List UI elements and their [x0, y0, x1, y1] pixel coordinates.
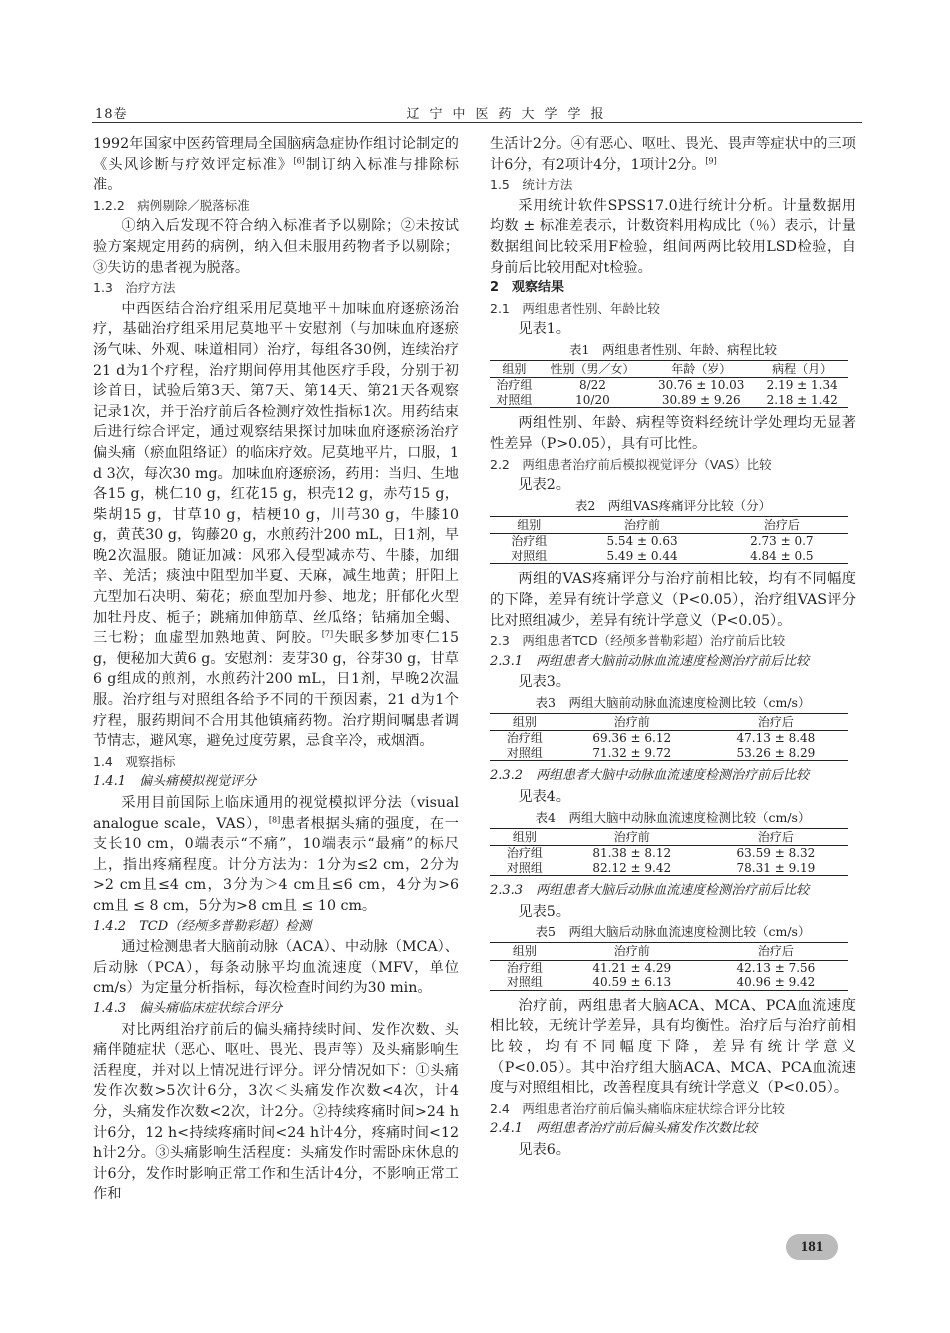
table-header-cell: 治疗后: [704, 828, 848, 846]
table-header-cell: 组别: [490, 360, 539, 378]
table-4-caption: 表4 两组大脑中动脉血流速度检测比较（cm/s）: [535, 809, 811, 825]
table-header-cell: 性别（男／女）: [539, 360, 646, 378]
table-header-cell: 治疗前: [560, 713, 704, 731]
heading-1-4: 1.4 观察指标: [93, 753, 176, 769]
heading-1-4-3: 1.4.3 偏头痛临床症状综合评分: [93, 1000, 283, 1016]
paragraph-1-4-1: 采用目前国际上临床通用的视觉模拟评分法（visual analogue scale，VAS），[8]患者根据头痛的强度，在一支长10 cm，0端表示“不痛”，10端表示“最痛”的标尺上，指出疼痛程度。计分方法为：1分为≤2 cm，2分为>2 cm且≤4 cm，3分为＞4 cm且≤6 cm，4分为>6 cm且 ≤ 8 cm，5分为>8 cm且 ≤ 10 cm。: [93, 795, 459, 914]
heading-2-3-2: 2.3.2 两组患者大脑中动脉血流速度检测治疗前后比较: [490, 768, 810, 784]
table-5-caption: 表5 两组大脑后动脉血流速度检测比较（cm/s）: [535, 924, 811, 940]
heading-1-5: 1.5 统计方法: [490, 177, 573, 193]
table-row: 治疗组 41.21 ± 4.29 42.13 ± 7.56: [506, 960, 816, 975]
paragraph-2-2: 两组的VAS疼痛评分与治疗前相比较，均有不同幅度的下降，差异有统计学意义（P<0.05），治疗组VAS评分比对照组减少，差异有统计学意义（P<0.05）。: [490, 571, 856, 629]
table-header-cell: 组别: [490, 713, 560, 731]
table-row: 对照组 71.32 ± 9.72 53.26 ± 8.29: [490, 746, 848, 761]
see-table-2: 见表2。: [518, 477, 570, 494]
table-row: 对照组 82.12 ± 9.42 78.31 ± 9.19: [490, 861, 848, 876]
page-number-badge: 181: [786, 1234, 838, 1260]
continued-paragraph: 生活计2分。④有恶心、呕吐、畏光、畏声等症状中的三项计6分，有2项计4分，1项计2分。[9]: [490, 136, 856, 173]
paragraph-2-3: 治疗前，两组患者大脑ACA、MCA、PCA血流速度相比较，无统计学差异，具有均衡性。治疗后与治疗前相比较，均有不同幅度下降，差异有统计学意义（P<0.05）。其中治疗组大脑ACA、MCA、PCA血流速度与对照组相比，改善程度具有统计学意义（P<0.05）。: [490, 997, 856, 1097]
table-header-cell: 治疗前: [560, 943, 704, 961]
table-header-cell: 治疗后: [704, 713, 848, 731]
table-3-caption: 表3 两组大脑前动脉血流速度检测比较（cm/s）: [535, 694, 811, 710]
table-row: 对照组 5.49 ± 0.44 4.84 ± 0.5: [490, 549, 848, 564]
table-5: [490, 942, 848, 991]
heading-2-2: 2.2 两组患者治疗前后模拟视觉评分（VAS）比较: [490, 456, 772, 472]
header-rule: [92, 122, 862, 123]
heading-1-2-2: 1.2.2 病例剔除／脱落标准: [93, 197, 250, 213]
table-header-cell: 治疗前: [568, 516, 715, 534]
intro-paragraph: 1992年国家中医药管理局全国脑病急症协作组讨论制定的《头风诊断与疗效评定标准》[6]制订纳入标准与排除标准。: [93, 136, 459, 194]
table-1-caption: 表1 两组患者性别、年龄、病程比较: [569, 341, 777, 357]
see-table-6: 见表6。: [518, 1141, 570, 1158]
running-header-journal: 辽宁中医药大学学报: [406, 107, 614, 122]
table-header-cell: 病程（月）: [756, 360, 848, 378]
table-row: 对照组 10/20 30.89 ± 9.26 2.18 ± 1.42: [490, 393, 848, 408]
table-header-cell: 组别: [490, 516, 568, 534]
table-4: [490, 828, 848, 877]
citation-8: [8]: [268, 814, 281, 824]
table-header-cell: 组别: [490, 828, 560, 846]
table-row: 对照组 40.59 ± 6.13 40.96 ± 9.42: [490, 975, 848, 990]
paragraph-2-1: 两组性别、年龄、病程等资料经统计学处理均无显著性差异（P>0.05），具有可比性。: [490, 415, 856, 453]
paragraph-1-4-3: 对比两组治疗前后的偏头痛持续时间、发作次数、头痛伴随症状（恶心、呕吐、畏光、畏声等）及头痛影响生活程度，并对以上情况进行评分。评分情况如下：①头痛发作次数>5次计6分，3次＜头痛发作次数<4次，计4分，头痛发作次数<2次，计2分。②持续疼痛时间>24 h计6分，12 h<持续疼痛时间<24 h计4分，疼痛时间<12 h计2分。③头痛影响生活程度：头痛发作时需卧床休息的计6分，发作时影响正常工作和生活计4分，不影响正常工作和: [93, 1021, 459, 1203]
see-table-5: 见表5。: [518, 903, 570, 920]
citation-9: [9]: [705, 155, 717, 165]
paragraph-1-5: 采用统计软件SPSS17.0进行统计分析。计量数据用均数 ± 标准差表示，计数资料用构成比（％）表示，计量数据组间比较采用F检验，组间两两比较用LSD检验，自身前后比较用配对t检验。: [490, 197, 856, 276]
table-header-cell: 治疗前: [560, 828, 704, 846]
heading-1-4-1: 1.4.1 偏头痛模拟视觉评分: [93, 774, 257, 790]
see-table-3: 见表3。: [518, 674, 570, 691]
table-row: 治疗组 8/22 30.76 ± 10.03 2.19 ± 1.34: [496, 378, 838, 393]
table-header-cell: 治疗后: [704, 943, 848, 961]
heading-2-1: 2.1 两组患者性别、年龄比较: [490, 300, 660, 316]
left-column: [93, 134, 459, 1205]
table-2-caption: 表2 两组VAS疼痛评分比较（分）: [574, 497, 772, 513]
heading-1-3: 1.3 治疗方法: [93, 280, 176, 296]
running-header-volume: 18卷: [95, 107, 128, 122]
heading-2-4: 2.4 两组患者治疗前后偏头痛临床症状综合评分比较: [490, 1100, 785, 1116]
paragraph-1-2-2: ①纳入后发现不符合纳入标准者予以剔除；②未按试验方案规定用药的病例，纳入但未服用药物者予以剔除；③失访的患者视为脱落。: [93, 218, 459, 276]
table-row: 治疗组 81.38 ± 8.12 63.59 ± 8.32: [506, 846, 816, 861]
table-1: [490, 360, 848, 409]
heading-2-3-1: 2.3.1 两组患者大脑前动脉血流速度检测治疗前后比较: [490, 653, 810, 669]
table-row: 治疗组 69.36 ± 6.12 47.13 ± 8.48: [506, 731, 816, 746]
paragraph-1-4-2: 通过检测患者大脑前动脉（ACA）、中动脉（MCA）、后动脉（PCA），每条动脉平均血流速度（MFV，单位cm/s）为定量分析指标，每次检查时间约为30 min。: [93, 939, 459, 997]
table-row: 治疗组 5.54 ± 0.63 2.73 ± 0.7: [511, 534, 814, 549]
see-table-4: 见表4。: [518, 788, 570, 805]
see-table-1: 见表1。: [518, 321, 570, 338]
heading-2-3-3: 2.3.3 两组患者大脑后动脉血流速度检测治疗前后比较: [490, 883, 810, 899]
heading-2: 2 观察结果: [490, 280, 565, 296]
table-header-cell: 组别: [490, 943, 560, 961]
table-2: [490, 516, 848, 565]
heading-1-4-2: 1.4.2 TCD（经颅多普勒彩超）检测: [93, 918, 312, 934]
table-header-cell: 年龄（岁）: [646, 360, 756, 378]
heading-2-3: 2.3 两组患者TCD（经颅多普勒彩超）治疗前后比较: [490, 633, 786, 649]
heading-2-4-1: 2.4.1 两组患者治疗前后偏头痛发作次数比较: [490, 1121, 758, 1137]
table-header-cell: 治疗后: [716, 516, 848, 534]
citation-7: [7]: [321, 629, 334, 639]
citation-6: [6]: [293, 155, 305, 165]
right-column: [490, 134, 856, 1161]
table-3: [490, 713, 848, 762]
paragraph-1-3: 中西医结合治疗组采用尼莫地平＋加味血府逐瘀汤治疗，基础治疗组采用尼莫地平＋安慰剂（与加味血府逐瘀汤气味、外观、味道相同）治疗，每组各30例，连续治疗21 d为1个疗程，治疗期间停用其他医疗手段，分别于初诊首日，试验后第3天、第7天、第14天、第21天各观察记录1次，并于治疗前后各检测疗效性指标1次。用药结束后进行综合评定，通过观察结果探讨加味血府逐瘀汤治疗偏头痛（瘀血阻络证）的临床疗效。尼莫地平片，口服，1 d 3次，每次30 mg。加味血府逐瘀汤，药用：当归、生地各15 g，桃仁10 g，红花15 g，枳壳12 g，赤芍15 g，柴胡15 g，甘草10 g，桔梗10 g，川芎30 g，牛膝10 g，黄芪30 g，钩藤20 g，水煎药汁200 mL，日1剂，早晚2次温服。随证加减：风邪入侵型减赤芍、牛膝，加细辛、羌活；痰浊中阻型加半夏、天麻，减生地黄；肝阳上亢型加石决明、菊花；瘀血型加丹参、地龙；肝郁化火型加牡丹皮、栀子；跳痛加伸筋草、丝瓜络；钻痛加全蝎、三七粉；血虚型加熟地黄、阿胶。[7]失眠多梦加枣仁15 g，便秘加大黄6 g。安慰剂：麦芽30 g，谷芽30 g，甘草6 g组成的煎剂，水煎药汁200 mL，日1剂，早晚2次温服。治疗组与对照组各给予不同的干预因素，21 d为1个疗程，服药期间不合用其他镇痛药物。治疗期间嘱患者调节情志，避风寒，避免过度劳累，忌食辛冷，戒烟酒。: [93, 300, 459, 750]
